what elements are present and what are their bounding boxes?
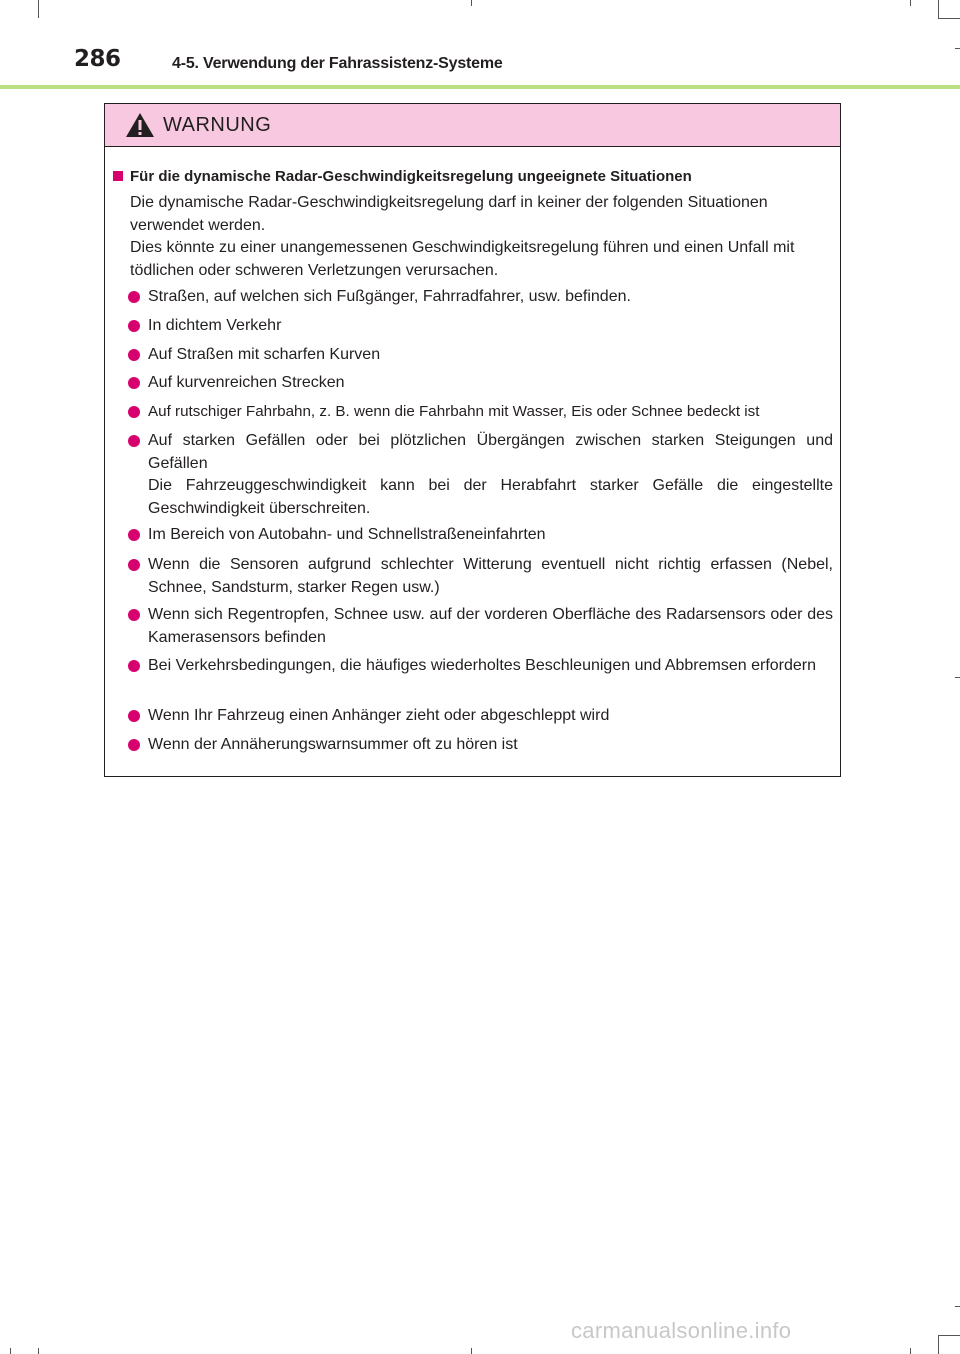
crop-mark: [471, 0, 472, 6]
bullet-dot-icon: [128, 377, 140, 389]
footer-watermark: carmanualsonline.info: [571, 1318, 792, 1343]
crop-mark: [938, 0, 939, 18]
crop-mark: [955, 48, 960, 49]
bullet-dot-icon: [128, 349, 140, 361]
list-item-text: Bei Verkehrsbedingungen, die häufiges wiederholtes Beschleunigen und Abbremsen erfordern: [148, 657, 817, 674]
list-item-text: In dichtem Verkehr: [148, 317, 282, 334]
intro-paragraph: Dies könnte zu einer unangemessenen Geschwindigkeitsregelung führen und einen Unfall mit tödlichen oder schweren Verletzungen verursachen.: [130, 239, 795, 279]
warning-box: [104, 103, 841, 777]
warning-icon: [125, 112, 155, 138]
list-item-text: Auf Straßen mit scharfen Kurven: [148, 346, 381, 363]
crop-mark: [910, 1348, 911, 1354]
list-item: [128, 286, 833, 309]
list-item: [128, 655, 833, 678]
list-item-note: Die Fahrzeuggeschwindigkeit kann bei der Herabfahrt starker Gefälle die eingestellte Geschwindigkeit überschreiten.: [148, 477, 833, 517]
list-item: [128, 430, 833, 520]
list-item-text: Straßen, auf welchen sich Fußgänger, Fahrradfahrer, usw. befinden.: [148, 288, 631, 305]
section-heading: [113, 168, 692, 185]
crop-mark: [938, 1335, 960, 1336]
list-item-text: Auf starken Gefällen oder bei plötzlichen Übergängen zwischen starken Steigungen und Gefällen: [148, 432, 833, 472]
crop-mark: [38, 0, 39, 18]
warning-header: [105, 104, 840, 147]
crop-mark: [910, 0, 911, 6]
square-bullet-icon: [113, 171, 123, 181]
bullet-dot-icon: [128, 320, 140, 332]
bullet-dot-icon: [128, 739, 140, 751]
bullet-dot-icon: [128, 406, 140, 418]
section-heading-text: Für die dynamische Radar-Geschwindigkeitsregelung ungeeignete Situationen: [130, 168, 692, 185]
list-item: [128, 524, 833, 547]
bullet-dot-icon: [128, 609, 140, 621]
header-rule: [0, 85, 960, 89]
section-title: 4-5. Verwendung der Fahrassistenz-Systeme: [172, 55, 503, 72]
page-number: 286: [74, 46, 121, 72]
list-item-text: Wenn Ihr Fahrzeug einen Anhänger zieht oder abgeschleppt wird: [148, 707, 610, 724]
list-item: [128, 705, 833, 728]
list-item: [128, 604, 833, 649]
list-item-text: Auf kurvenreichen Strecken: [148, 374, 345, 391]
crop-mark: [955, 1306, 960, 1307]
bullet-dot-icon: [128, 291, 140, 303]
list-item: [128, 372, 833, 395]
list-item: [128, 401, 833, 424]
list-item-text: Wenn der Annäherungswarnsummer oft zu hören ist: [148, 736, 518, 753]
bullet-dot-icon: [128, 559, 140, 571]
bullet-dot-icon: [128, 529, 140, 541]
crop-mark: [938, 18, 960, 19]
list-item: [128, 554, 833, 599]
crop-mark: [955, 677, 960, 678]
crop-mark: [38, 1348, 39, 1354]
list-item: [128, 315, 833, 338]
crop-mark: [10, 1348, 11, 1354]
crop-mark: [471, 1348, 472, 1354]
list-item-text: Wenn die Sensoren aufgrund schlechter Witterung eventuell nicht richtig erfassen (Nebel, Schnee, Sandsturm, starker Regen usw.): [148, 556, 833, 596]
list-item-text: Wenn sich Regentropfen, Schnee usw. auf der vorderen Oberfläche des Radarsensors oder des Kamerasensors befinden: [148, 606, 833, 646]
list-item-text: Auf rutschiger Fahrbahn, z. B. wenn die Fahrbahn mit Wasser, Eis oder Schnee bedeckt ist: [148, 403, 760, 420]
bullet-dot-icon: [128, 435, 140, 447]
list-item-text: Im Bereich von Autobahn- und Schnellstraßeneinfahrten: [148, 526, 546, 543]
bullet-dot-icon: [128, 660, 140, 672]
bullet-dot-icon: [128, 710, 140, 722]
crop-mark: [938, 1335, 939, 1354]
intro-paragraph: Die dynamische Radar-Geschwindigkeitsregelung darf in keiner der folgenden Situationen verwendet werden.: [130, 194, 768, 234]
list-item: [128, 734, 833, 757]
warning-title: WARNUNG: [163, 114, 272, 136]
intro-text: [130, 192, 830, 282]
list-item: [128, 344, 833, 367]
